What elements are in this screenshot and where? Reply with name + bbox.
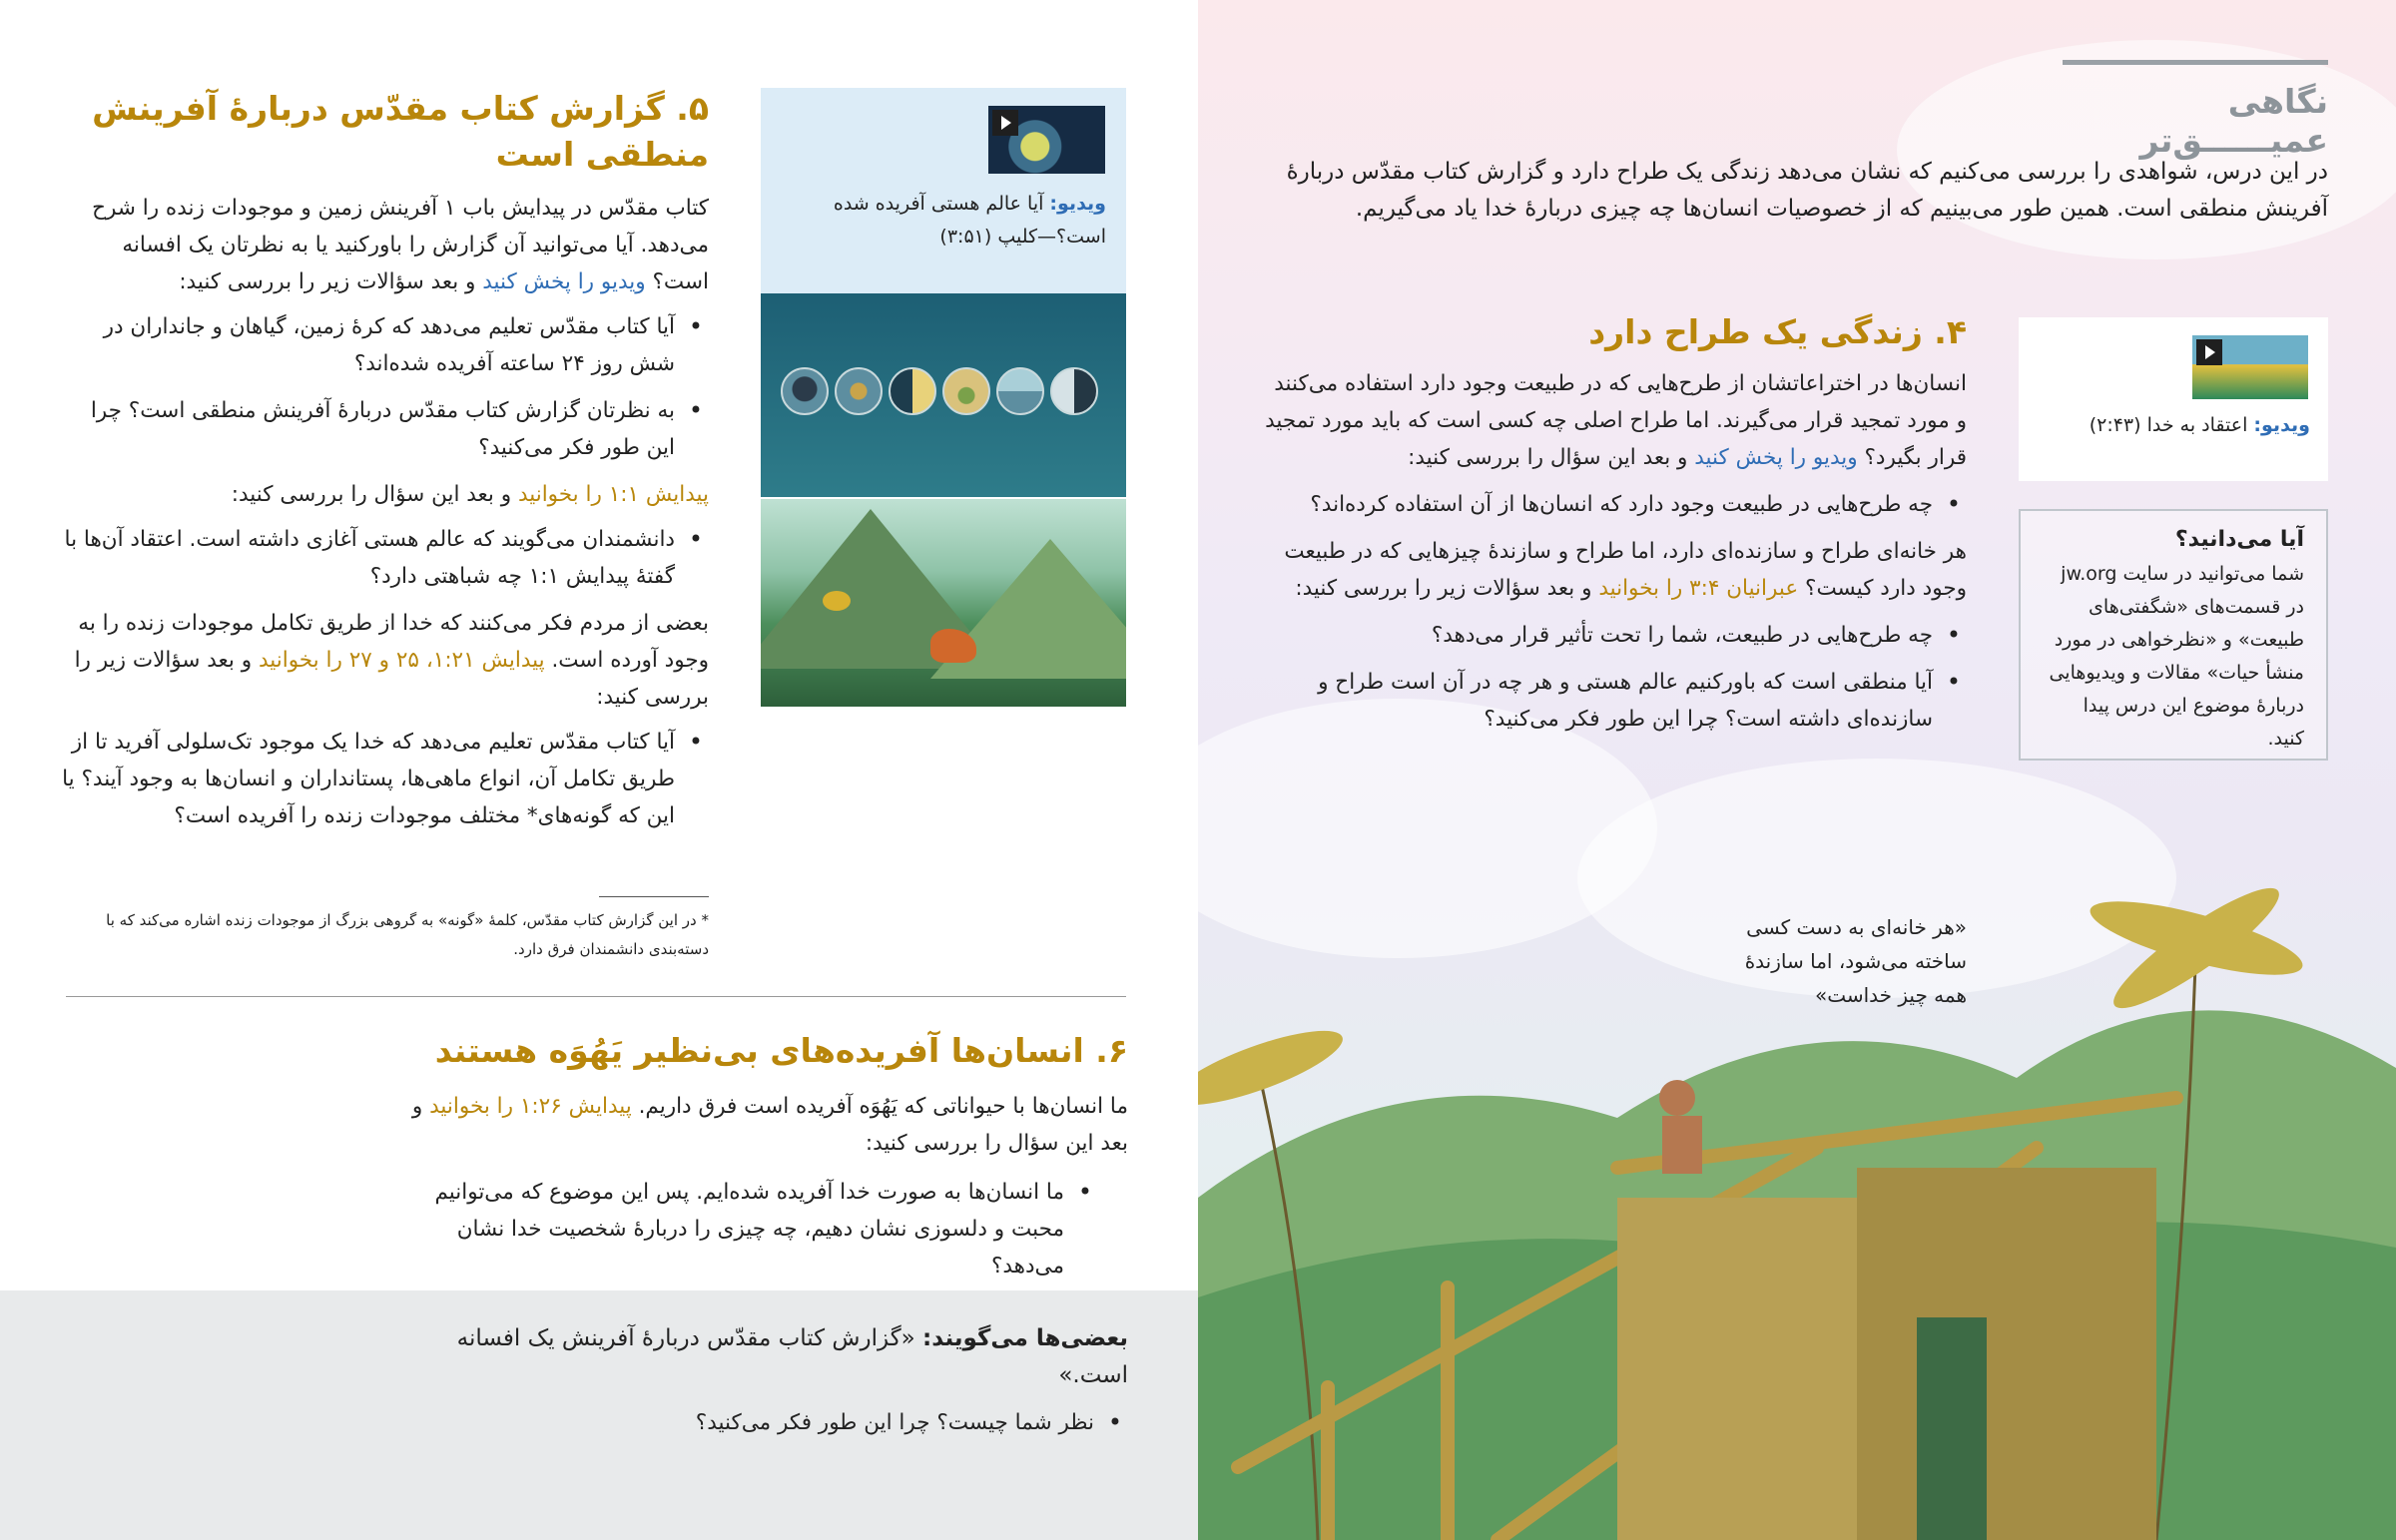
list-item: • چه طرح‌هایی در طبیعت وجود دارد که انسان‌ها از آن استفاده کرده‌اند؟ xyxy=(1258,486,1967,523)
section-divider xyxy=(66,996,1126,997)
video-caption[interactable] xyxy=(787,188,1106,254)
some-say-box xyxy=(0,1290,1198,1540)
section-5-read-line xyxy=(60,476,709,513)
genesis-1-26-link[interactable]: پیدایش ۱:۲۶ را بخوانید xyxy=(429,1094,632,1120)
section-6-heading: ۶. انسان‌ها آفریده‌های بی‌نظیر یَهُوَه هستند xyxy=(434,1031,1128,1070)
right-page xyxy=(1198,0,2396,1540)
day-circle-4 xyxy=(942,367,990,415)
video-box[interactable] xyxy=(761,88,1126,293)
genesis-1-21-link[interactable]: پیدایش ۱:۲۱، ۲۵ و ۲۷ را بخوانید xyxy=(258,648,545,674)
video-label: ویدیو: xyxy=(2253,414,2310,436)
section-5-paragraph-1 xyxy=(60,190,709,300)
section-4-paragraph-1 xyxy=(1258,365,1967,476)
video-title: اعتقاد به خدا (۲:۴۳) xyxy=(2089,414,2254,436)
hebrews-3-4-link[interactable]: عبرانیان ۳:۴ را بخوانید xyxy=(1598,576,1799,602)
day-circle-6 xyxy=(1050,367,1098,415)
section-6-bullets xyxy=(399,1174,1128,1284)
intro-paragraph: در این درس، شواهدی را بررسی می‌کنیم که نشان می‌دهد زندگی یک طراح دارد و گزارش کتاب مقدّس دربارهٔ آفرینش منطقی است. همین طور می‌بینیم که از خصوصیات انسان‌ها چه چیزی دربارهٔ خدا یاد می‌گیریم. xyxy=(1286,159,2328,222)
some-say-bullets xyxy=(399,1404,1128,1441)
palm-leaf xyxy=(1198,1017,1350,1120)
section-4-heading: ۴. زندگی یک طراح دارد xyxy=(1588,312,1967,351)
genesis-1-1-link[interactable]: پیدایش ۱:۱ را بخوانید xyxy=(517,482,709,508)
video-thumbnail[interactable] xyxy=(988,106,1105,174)
list-item: • نظر شما چیست؟ چرا این طور فکر می‌کنید؟ xyxy=(399,1404,1128,1441)
bird-illustration xyxy=(823,591,851,611)
section-4-p2-after: و بعد سؤالات زیر را بررسی کنید: xyxy=(1295,576,1599,602)
list-item: • آیا منطقی است که باورکنیم عالم هستی و هر چه در آن است طراح و سازنده‌ای داشته است؟ چرا این طور فکر می‌کنید؟ xyxy=(1258,664,1967,738)
doorway xyxy=(1917,1317,1987,1540)
list-item: • دانشمندان می‌گویند که عالم هستی آغازی داشته است. اعتقاد آن‌ها با گفتهٔ پیدایش ۱:۱ چه شباهتی دارد؟ xyxy=(60,521,709,595)
section-5 xyxy=(60,86,709,844)
builder-figure xyxy=(1662,1116,1702,1174)
section-4-bullets-1 xyxy=(1258,486,1967,523)
some-say-content xyxy=(399,1320,1128,1451)
section-4-bullets-2 xyxy=(1258,617,1967,738)
list-item: • ما انسان‌ها به صورت خدا آفریده شده‌ایم. پس این موضوع که می‌توانیم محبت و دلسوزی نشان دهیم، چه چیزی را دربارهٔ شخصیت خدا نشان می‌دهد؟ xyxy=(399,1174,1098,1284)
play-icon[interactable] xyxy=(992,110,1018,136)
section-4-p1-after: و بعد این سؤال را بررسی کنید: xyxy=(1408,445,1695,471)
day-circle-1 xyxy=(781,367,829,415)
list-item: • آیا کتاب مقدّس تعلیم می‌دهد که خدا یک موجود تک‌سلولی آفرید تا از طریق تکامل آن، انواع ماهی‌ها، پستانداران و انسان‌ها به وجود آیند؟ یا این که گونه‌های* مختلف موجودات زنده را آفریده است؟ xyxy=(60,724,709,834)
section-6-p-after: و بعد این سؤال را بررسی کنید: xyxy=(411,1094,1128,1157)
section-4-paragraph-2 xyxy=(1258,533,1967,607)
play-icon[interactable] xyxy=(2196,339,2222,365)
footnote: * در این گزارش کتاب مقدّس، کلمهٔ «گونه» به گروهی بزرگ از موجودات زنده اشاره می‌کند که با دسته‌بندی دانشمندان فرق دارد. xyxy=(106,911,709,958)
some-say-line xyxy=(399,1320,1128,1394)
some-say-quote: «گزارش کتاب مقدّس دربارهٔ آفرینش یک افسانه است.» xyxy=(456,1325,1128,1388)
section-5-bullets-1 xyxy=(60,308,709,466)
section-5-paragraph-3 xyxy=(60,605,709,716)
section-5-p1-after: و بعد سؤالات زیر را بررسی کنید: xyxy=(179,269,483,295)
media-column xyxy=(761,88,1126,707)
day-circle-2 xyxy=(835,367,883,415)
day-circle-3 xyxy=(889,367,936,415)
video-label: ویدیو: xyxy=(1049,193,1106,215)
house-building-illustration xyxy=(1198,868,2396,1540)
section-5-p1-text: کتاب مقدّس در پیدایش باب ۱ آفرینش زمین و موجودات زنده را شرح می‌دهد. آیا می‌توانید آن گزارش را باورکنید یا به نظرتان یک افسانه است؟ xyxy=(92,196,709,295)
nature-illustration xyxy=(761,499,1126,707)
some-say-label: بعضی‌ها می‌گویند: xyxy=(922,1325,1128,1351)
house-quote: «هر خانه‌ای به دست کسی ساخته می‌شود، اما سازندهٔ همه چیز خداست» xyxy=(1744,915,1967,1007)
section-5-bullets-2 xyxy=(60,521,709,595)
video-caption-2[interactable] xyxy=(2031,409,2310,441)
list-item: • به نظرتان گزارش کتاب مقدّس دربارهٔ آفرینش منطقی است؟ چرا این طور فکر می‌کنید؟ xyxy=(60,392,709,466)
section-4-p1-text: انسان‌ها در اختراعاتشان از طرح‌هایی که در طبیعت وجود دارد استفاده می‌کنند و مورد تمجید قرار می‌گیرند. اما طراح اصلی چه کسی است که باید مورد تمجید قرار بگیرد؟ xyxy=(1265,371,1967,471)
bamboo-wall xyxy=(1857,1168,2156,1540)
read-after: و بعد این سؤال را بررسی کنید: xyxy=(231,482,518,508)
section-4 xyxy=(1258,309,1967,748)
video-thumbnail-2[interactable] xyxy=(2192,335,2308,399)
list-item: • آیا کتاب مقدّس تعلیم می‌دهد که کرهٔ زمین، گیاهان و جانداران در شش روز ۲۴ ساعته آفریده شده‌اند؟ xyxy=(60,308,709,382)
section-6-p-text: ما انسان‌ها با حیواناتی که یَهُوَه آفریده است فرق داریم. xyxy=(631,1094,1128,1120)
list-item: • چه طرح‌هایی در طبیعت، شما را تحت تأثیر قرار می‌دهد؟ xyxy=(1258,617,1967,654)
section-4-p2-text: هر خانه‌ای طراح و سازنده‌ای دارد، اما طراح و سازندهٔ چیزهایی که در طبیعت وجود دارد کیست؟ xyxy=(1284,539,1967,602)
dig-deeper-rule xyxy=(2063,60,2328,65)
video-box-2[interactable] xyxy=(2019,317,2328,481)
did-you-know-title: آیا می‌دانید؟ xyxy=(2174,527,2304,552)
section-5-p3-text: بعضی از مردم فکر می‌کنند که خدا از طریق تکامل موجودات زنده را به وجود آورده است. xyxy=(78,611,709,674)
footnote-rule xyxy=(599,896,709,897)
video-title: آیا عالم هستی آفریده شده است؟—کلیپ (۳:۵۱) xyxy=(833,193,1106,248)
section-6-paragraph xyxy=(399,1088,1128,1162)
did-you-know-text: شما می‌توانید در سایت jw.org در قسمت‌های «شگفتی‌های طبیعت» و «نظرخواهی در مورد منشأ حیات» مقالات و ویدیوهایی دربارهٔ موضوع این درس پیدا کنید. xyxy=(2049,563,2304,750)
section-5-heading: ۵. گزارش کتاب مقدّس دربارهٔ آفرینش منطقی است xyxy=(92,89,709,175)
play-video-link[interactable]: ویدیو را پخش کنید xyxy=(1694,445,1858,471)
dig-deeper-title: نگاهی عمیــــــق‌تر xyxy=(2139,82,2328,160)
builder-figure xyxy=(1659,1080,1695,1116)
section-6 xyxy=(399,1028,1128,1294)
section-5-bullets-3 xyxy=(60,724,709,834)
play-video-link[interactable]: ویدیو را پخش کنید xyxy=(482,269,646,295)
did-you-know-box xyxy=(2019,509,2328,761)
bamboo-wall xyxy=(1617,1198,1857,1540)
section-5-p3-after: و بعد سؤالات زیر را بررسی کنید: xyxy=(74,648,709,711)
creation-days-image xyxy=(761,293,1126,497)
day-circle-5 xyxy=(996,367,1044,415)
